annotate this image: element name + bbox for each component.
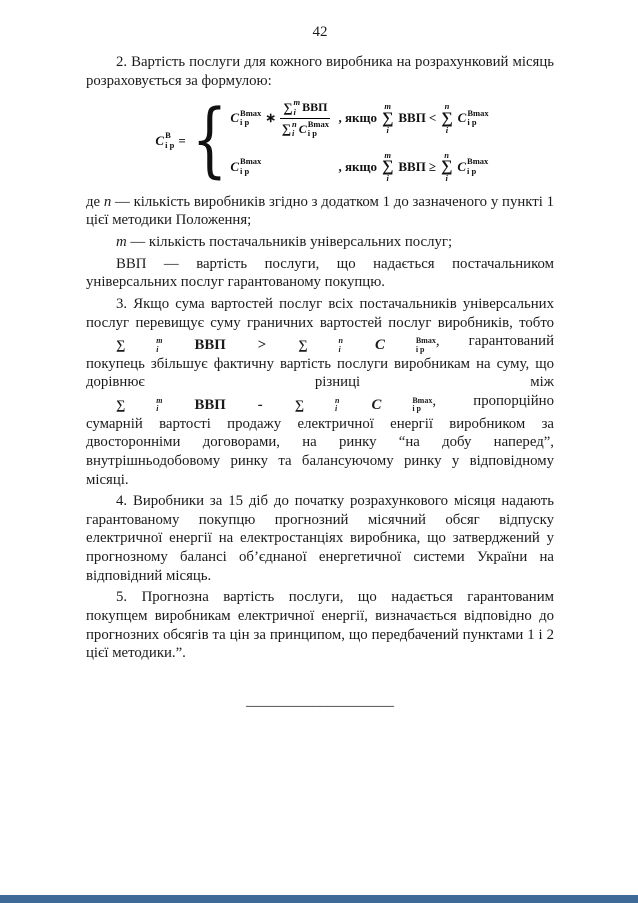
- sigma-symbol: ∑: [441, 109, 453, 127]
- case-1-expression: [230, 98, 330, 138]
- sum-m-i-inline: [86, 337, 163, 355]
- c-symbol: C: [230, 110, 240, 126]
- sum-lower-i: i: [386, 173, 389, 184]
- c-bmax-superscript: Вmax: [467, 108, 489, 119]
- sum-upper-m: m: [156, 335, 163, 345]
- c-symbol: C: [371, 397, 382, 413]
- greater-than-sign: >: [257, 337, 267, 354]
- definition-m: [86, 233, 554, 252]
- c-bmax-superscript: Вmax: [415, 335, 436, 345]
- c-bmax-variable: [341, 396, 432, 415]
- c-bmax-scripts: [308, 120, 329, 139]
- sigma-symbol: ∑: [294, 397, 304, 413]
- sum-lower-i: i: [334, 404, 338, 414]
- c-bmax-variable: [299, 120, 329, 139]
- sum-upper-m: m: [384, 101, 391, 112]
- vvp-symbol: ВВП: [398, 110, 426, 126]
- paragraph-2-text: 2. Вартість послуги для кожного виробника на розрахунковий місяць розраховується за формулою:: [86, 54, 554, 89]
- c-b-superscript: В: [165, 130, 171, 141]
- c-bmax-variable: [230, 157, 261, 176]
- formula-block: [90, 92, 554, 187]
- formula-cases: [230, 98, 488, 183]
- c-bmax-subscript: i р: [415, 344, 425, 354]
- vvp-symbol: ВВП: [398, 158, 426, 174]
- sigma-symbol: ∑: [116, 337, 126, 353]
- multiplication-sign: ∗: [265, 110, 277, 126]
- sigma-symbol: ∑: [298, 337, 308, 353]
- sum-lower-i: i: [338, 344, 341, 354]
- paragraph-4-text: 4. Виробники за 15 діб до початку розрахункового місяця надають гарантованому покупцю прогнозний місячний обсяг відпуску електричної енергії на електростанціях виробника, що затверджений у прогнозному балансі об’єднаної енергетичної системи України на відповідний місяць.: [86, 493, 554, 584]
- big-sum-m-i: [382, 151, 393, 183]
- definition-n-text: — кількість виробників згідно з додатком 1 до зазначеного у пункті 1 цієї методики Положення;: [86, 193, 554, 229]
- sum-upper-n: n: [334, 395, 340, 405]
- fraction-numerator: [280, 98, 330, 119]
- vvp-symbol: ВВП: [194, 337, 226, 354]
- sum-lower-i: i: [156, 344, 159, 354]
- sum-lower-i: i: [386, 125, 389, 136]
- c-bmax-subscript: i р: [307, 128, 317, 139]
- sum-scripts: [126, 397, 162, 415]
- c-bmax-scripts: [240, 109, 261, 128]
- p3-text-3: , пропорційно сумарній вартості продажу електричної енергії виробником за двосторонніми договорами, на ринку “на добу наперед”, внутрішньодобовому ринку та балансуючому ринку у відповідному місяці.: [86, 393, 554, 488]
- sigma-symbol: ∑: [381, 109, 394, 127]
- sum-upper-n: n: [291, 118, 297, 129]
- big-sum-m-i: [382, 102, 393, 134]
- sum-scripts: [126, 337, 162, 355]
- c-bmax-variable: [457, 157, 488, 176]
- sum-upper-m: m: [156, 395, 163, 405]
- c-symbol: C: [230, 158, 240, 174]
- c-symbol: C: [457, 158, 467, 174]
- sum-m-i-inline: [283, 98, 300, 117]
- definition-n-pre: де: [86, 193, 104, 210]
- c-bmax-scripts: [386, 337, 436, 355]
- greater-equal-sign: ≥: [428, 158, 436, 174]
- c-symbol: C: [298, 121, 307, 136]
- c-bmax-superscript: Вmax: [240, 108, 262, 119]
- sigma-symbol: ∑: [381, 158, 394, 176]
- sum-scripts: [292, 120, 297, 139]
- sum-lower-i: i: [445, 125, 449, 136]
- c-bmax-superscript: Вmax: [240, 156, 262, 167]
- sum-upper-m: m: [384, 149, 391, 160]
- sum-upper-n: n: [444, 101, 450, 112]
- minus-sign: -: [257, 397, 263, 413]
- paragraph-5: [86, 588, 554, 663]
- c-b-variable: [155, 131, 174, 150]
- c-bmax-variable: [345, 336, 436, 355]
- vvp-symbol: ВВП: [194, 397, 226, 413]
- case-2-condition: [338, 151, 488, 183]
- sum-upper-n: n: [338, 335, 343, 345]
- sum-n-i-inline: [268, 337, 343, 355]
- p3-text-1: 3. Якщо сума вартостей послуг всіх постачальників універсальних послуг перевищує суму граничних вартостей послуг виробників, тобто: [86, 296, 554, 331]
- c-symbol: C: [457, 110, 467, 126]
- fraction-denominator: [282, 119, 329, 139]
- c-b-scripts: [165, 131, 174, 150]
- c-symbol: C: [155, 132, 165, 148]
- c-symbol: C: [374, 337, 385, 354]
- c-bmax-scripts: [467, 109, 488, 128]
- sum-scripts: [308, 337, 342, 355]
- definition-m-variable: m: [116, 234, 127, 251]
- c-bmax-variable: [458, 109, 489, 128]
- c-b-subscript: i р: [165, 139, 175, 150]
- sum-upper-m: m: [293, 97, 301, 108]
- sigma-symbol: ∑: [116, 397, 126, 413]
- case-2-expression: [230, 157, 330, 176]
- equals-sign: =: [178, 132, 186, 148]
- c-bmax-subscript: i р: [467, 165, 477, 176]
- big-sum-n-i: [441, 151, 452, 183]
- cases-brace: {: [191, 92, 228, 187]
- sigma-symbol: ∑: [281, 121, 291, 137]
- sum-n-i-inline: [282, 120, 297, 139]
- c-bmax-variable: [230, 109, 261, 128]
- paragraph-2: [86, 53, 554, 90]
- formula-lhs: [155, 131, 185, 150]
- case-1-condition: [338, 102, 488, 134]
- end-divider: ____________________: [246, 692, 394, 709]
- sum-n-i-inline: [265, 397, 340, 415]
- paragraph-5-text: 5. Прогнозна вартість послуги, що надається гарантованим покупцем виробникам електричної енергії, визначається відповідно до прогнозних обсягів та цін за принципом, що передбачений пунктами 1 і 2 цієї методики.”.: [86, 589, 554, 662]
- c-bmax-subscript: i р: [467, 117, 477, 128]
- c-bmax-scripts: [240, 157, 261, 176]
- big-sum-n-i: [441, 102, 452, 134]
- c-bmax-scripts: [382, 397, 432, 415]
- sigma-symbol: ∑: [440, 158, 453, 176]
- c-bmax-superscript: Вmax: [412, 395, 433, 405]
- paragraph-4: [86, 492, 554, 585]
- footer-bar: [0, 895, 638, 903]
- sigma-symbol: ∑: [283, 99, 293, 115]
- sum-m-i-inline: [86, 397, 163, 415]
- sum-scripts: [293, 98, 300, 117]
- c-bmax-superscript: Вmax: [467, 156, 489, 167]
- p3-inline-formula-greater: [86, 336, 436, 355]
- sum-lower-i: i: [291, 128, 295, 139]
- paragraph-3: [86, 295, 554, 489]
- p3-text-2: , гарантований покупець збільшує фактичну вартість послуги виробникам на суму, що дорівнює різниці між: [86, 333, 554, 391]
- definition-n-variable: n: [103, 193, 112, 210]
- fraction: [280, 98, 330, 138]
- less-than-sign: <: [428, 110, 437, 126]
- c-bmax-superscript: Вmax: [307, 118, 329, 129]
- c-bmax-scripts: [467, 157, 488, 176]
- definition-vvp: [86, 255, 554, 292]
- sum-lower-i: i: [293, 106, 296, 117]
- definition-n: [86, 193, 554, 230]
- sum-lower-i: i: [445, 173, 448, 184]
- c-bmax-subscript: i р: [412, 404, 421, 414]
- c-bmax-subscript: i р: [240, 165, 250, 176]
- page-number: 42: [312, 24, 328, 40]
- sum-scripts: [305, 397, 339, 415]
- vvp-symbol: ВВП: [302, 100, 328, 115]
- definition-vvp-text: ВВП — вартість послуги, що надається постачальником універсальних послуг гарантованому покупцю.: [86, 255, 554, 291]
- sum-lower-i: i: [156, 404, 159, 414]
- if-label: , якщо: [338, 158, 377, 174]
- if-label: , якщо: [338, 110, 377, 126]
- sum-upper-n: n: [444, 149, 450, 160]
- c-bmax-subscript: i р: [240, 117, 250, 128]
- p3-inline-formula-difference: [86, 396, 432, 415]
- definition-m-text: — кількість постачальників універсальних послуг;: [126, 234, 453, 251]
